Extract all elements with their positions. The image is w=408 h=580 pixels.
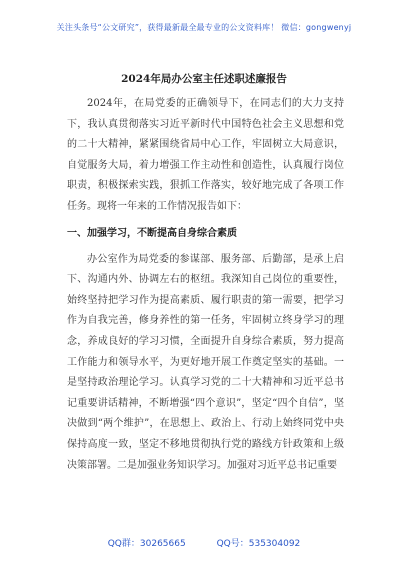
header-banner: 关注头条号“公文研究”，获得最新最全最专业的公文资料库！ 微信：gongwenyj: [56, 23, 352, 32]
footer-qq-group: QQ群：30265665: [107, 539, 186, 549]
footer-qq-number: QQ号：535304092: [216, 539, 301, 549]
intro-paragraph: 2024年，在局党委的正确领导下，在同志们的大力支持下，我认真贯彻落实习近平新时代中国特色社会主义思想和党的二十大精神，紧紧围绕省局中心工作，牢固树立大局意识，自觉服务大局，着力增强工作主动性和创造性，认真履行岗位职责，积极探索实践，狠抓工作落实，较好地完成了各项工作任务。现将一年来的工作情况报告如下：: [67, 98, 344, 212]
section-paragraph: 办公室作为局党委的参谋部、服务部、后勤部，是承上启下、沟通内外、协调左右的枢纽。我深知自己岗位的重要性，始终坚持把学习作为提高素质、履行职责的第一需要，把学习作为自我完善，修身养性的第一任务，牢固树立终身学习的理念，养成良好的学习习惯，全面提升自身综合素质，努力提高工作能力和领导水平，为更好地开展工作奠定坚实的基础。一是坚持政治理论学习。认真学习党的二十大精神和习近平总书记重要讲话精神，不断增强“四个意识”，坚定“四个自信”，坚决做到“两个维护”，在思想上、政治上、行动上始终同党中央保持高度一致，坚定不移地贯彻执行党的路线方针政策和上级决策部署。二是加强业务知识学习。加强对习近平总书记重要: [67, 253, 344, 471]
document-title: 2024年局办公室主任述职述廉报告: [121, 73, 287, 85]
document-body: [67, 94, 344, 476]
footer-contacts: [0, 536, 408, 549]
section-heading: 一、加强学习，不断提高自身综合素质: [67, 227, 237, 239]
